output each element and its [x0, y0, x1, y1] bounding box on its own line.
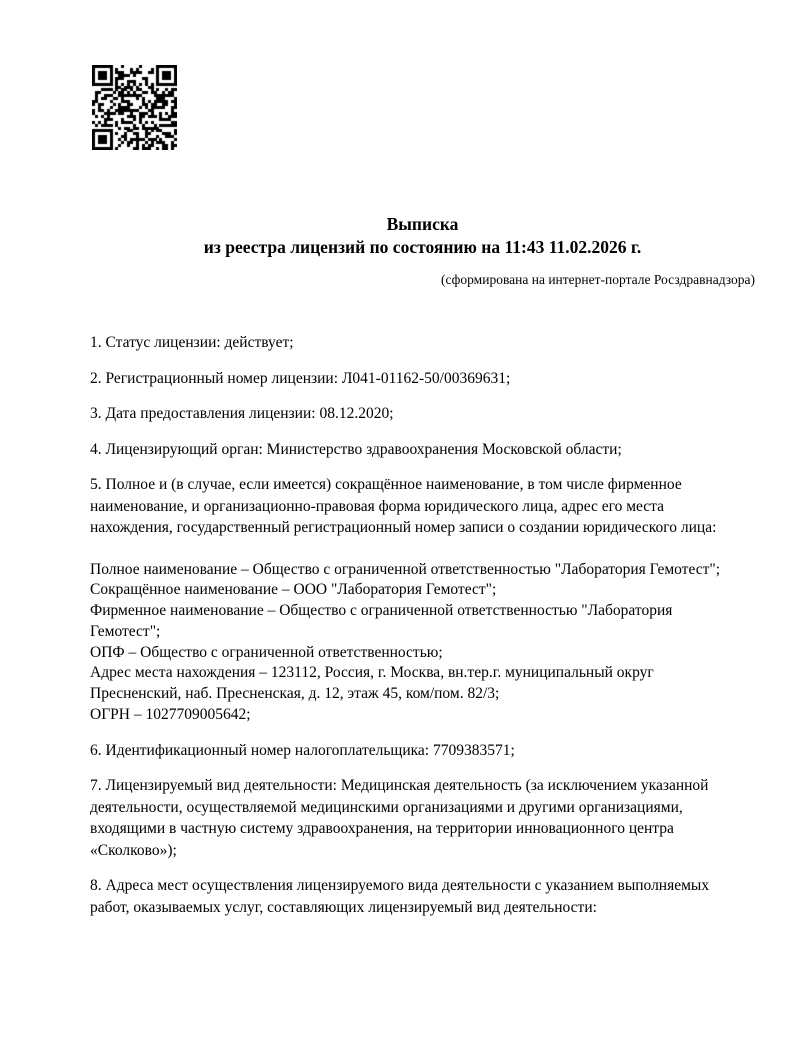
- entity-brand-name: Фирменное наименование – Общество с ограниченной ответственностью "Лаборатория Гемотест";: [90, 602, 673, 640]
- document-body: [90, 332, 745, 918]
- entity-legal-form: ОПФ – Общество с ограниченной ответственностью;: [90, 643, 443, 661]
- entity-short-name: Сокращённое наименование – ООО "Лаборатория Гемотест";: [90, 581, 497, 599]
- item-grant-date: 3. Дата предоставления лицензии: 08.12.2020;: [90, 405, 394, 422]
- document-subtitle: (сформирована на интернет-портале Росздравнадзора): [440, 272, 755, 287]
- item-taxpayer-number: 6. Идентификационный номер налогоплательщика: 7709383571;: [90, 741, 515, 759]
- entity-ogrn: ОГРН – 1027709005642;: [90, 706, 251, 724]
- item-licensed-activity: 7. Лицензируемый вид деятельности: Медицинская деятельность (за исключением указанной деятельности, осуществляемой медицинскими организациями и другими организациями, входящими в частную систему здравоохранения, на территории инновационного центра «Сколково»);: [90, 777, 709, 859]
- entity-full-name: Полное наименование – Общество с ограниченной ответственностью "Лаборатория Гемотест";: [90, 560, 721, 578]
- entity-details-block: [90, 560, 745, 726]
- qr-code: [92, 65, 177, 150]
- item-license-status: 1. Статус лицензии: действует;: [90, 334, 294, 351]
- title-line-1: Выписка: [386, 214, 459, 234]
- item-licensing-authority: 4. Лицензирующий орган: Министерство здравоохранения Московской области;: [90, 440, 622, 458]
- item-registration-number: 2. Регистрационный номер лицензии: Л041-01162-50/00369631;: [90, 369, 511, 387]
- title-line-2: из реестра лицензий по состоянию на 11:43 11.02.2026 г.: [203, 237, 642, 257]
- item-activity-addresses: 8. Адреса мест осуществления лицензируемого вида деятельности с указанием выполняемых работ, оказываемых услуг, составляющих лицензируемый вид деятельности:: [90, 877, 710, 916]
- document-title: [90, 213, 755, 259]
- item-entity-name-heading: 5. Полное и (в случае, если имеется) сокращённое наименование, в том числе фирменное наименование, и организационно-правовая форма юридического лица, адрес его места нахождения, государственный регистрационный номер записи о создании юридического лица:: [90, 476, 717, 536]
- entity-address: Адрес места нахождения – 123112, Россия, г. Москва, вн.тер.г. муниципальный округ Пресненский, наб. Пресненская, д. 12, этаж 45, ком/пом. 82/3;: [90, 664, 654, 703]
